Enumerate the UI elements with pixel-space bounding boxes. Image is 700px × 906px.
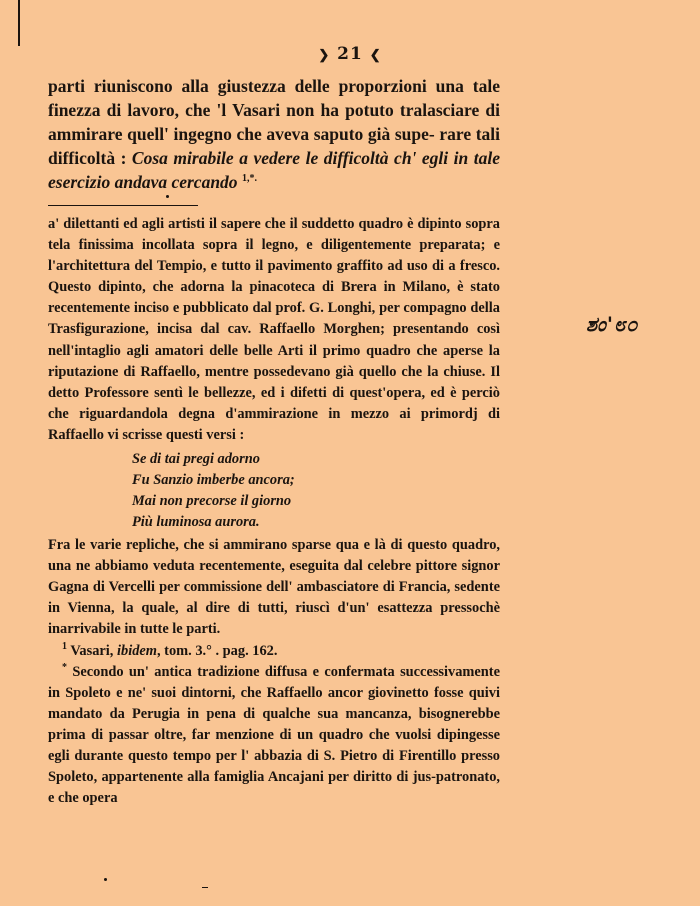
footnotes-block bbox=[48, 214, 500, 809]
left-ornament-icon: ❯ bbox=[318, 48, 331, 63]
main-text bbox=[48, 74, 500, 194]
ink-speck bbox=[202, 887, 208, 888]
footnote-markers: 1,*. bbox=[241, 173, 257, 185]
main-line-1: parti riuniscono alla giustezza delle proporzioni una tale bbox=[48, 76, 500, 96]
separator-dot bbox=[166, 195, 169, 198]
main-line-3: di ammirare quell' ingegno che aveva saputo già supe- bbox=[48, 100, 501, 144]
ink-speck bbox=[104, 878, 107, 881]
footnote-1-marker: 1 bbox=[62, 640, 67, 652]
footnote-1 bbox=[48, 641, 500, 662]
right-ornament-icon: ❮ bbox=[369, 48, 382, 63]
footnote-after-poem-paragraph: Fra le varie repliche, che si ammirano sparse qua e là di questo quadro, una ne abbiamo veduta recentemente, eseguita dal celebre pittore signor Gagna di Vercelli per commissione dell' ambasciatore di Francia, sedente in Vienna, la quale, al dire di tutti, riuscì d'un' esattezza pressochè inarrivabile in tutte le parti. bbox=[48, 537, 500, 638]
footnote-1-text-after: , tom. 3.° . pag. 162. bbox=[156, 642, 278, 659]
footnote-separator-rule bbox=[48, 205, 198, 206]
poem-line-2: Fu Sanzio imberbe ancora; bbox=[132, 472, 295, 489]
poem-block bbox=[132, 449, 500, 533]
footnote-continued-paragraph: a' dilettanti ed agli artisti il sapere che il suddetto quadro è dipinto sopra tela finissima incollata sopra il legno, e diligentemente preparata; e l'architettura del Tempio, e tutto il pavimento graffito ad uso di a fresco. Questo dipinto, che adorna la pinacoteca di Brera in Milano, è stato recentemente inciso e pubblicato dal prof. G. Longhi, per compagno della Trasfigurazione, incisa dal cav. Raffaello Morghen; presentando così nell'intaglio agli amatori delle belle Arti il primo quadro che aperse la riputazione di Raffaello, mentre possedevano già quello che la chiuse. Il detto Professore sentì le bellezze, ed i difetti di quest'opera, ed è perciò che riguardandola degna d'ammirazione in mezzo ai primordj di Raffaello vi scrisse questi versi : bbox=[48, 216, 500, 443]
footnote-1-text-before: Vasari, bbox=[70, 642, 117, 659]
margin-annotation: ಶಂ'೮೦ bbox=[586, 312, 639, 336]
footnote-star-text: Secondo un' antica tradizione diffusa e confermata successivamente in Spoleto e ne' suoi dintorni, che Raffaello ancor giovinetto fosse quivi mandato da Perugia in pena di qualche sua mancanza, bisognerebbe prima di passar oltre, far menzione di un quadro che vuolsi dipingesse egli durante questo tempo per l' abbazia di S. Pietro di Firentillo presso Spoleto, appartenente alla famiglia Ancajani per diritto di jus-patronato, e che opera bbox=[48, 663, 500, 807]
main-line-4: rare tali difficoltà : bbox=[48, 124, 500, 168]
main-line-4-quote: Cosa mirabile a vedere le difficoltà bbox=[131, 148, 389, 168]
poem-line-4: Più luminosa aurora. bbox=[132, 514, 260, 531]
poem-line-1: Se di tai pregi adorno bbox=[132, 451, 260, 468]
footnote-star-marker: * bbox=[62, 661, 67, 673]
page-header bbox=[0, 44, 700, 64]
main-line-2: finezza di lavoro, che 'l Vasari non ha potuto tralasciare bbox=[48, 100, 480, 120]
page-edge-line bbox=[18, 0, 20, 46]
footnote-star bbox=[48, 662, 500, 810]
poem-line-3: Mai non precorse il giorno bbox=[132, 493, 292, 510]
footnote-1-text-italic: ibidem bbox=[117, 642, 157, 659]
page-number: 21 bbox=[337, 44, 363, 64]
main-line-5-quote: ch' egli in tale esercizio andava cercando bbox=[48, 148, 501, 192]
